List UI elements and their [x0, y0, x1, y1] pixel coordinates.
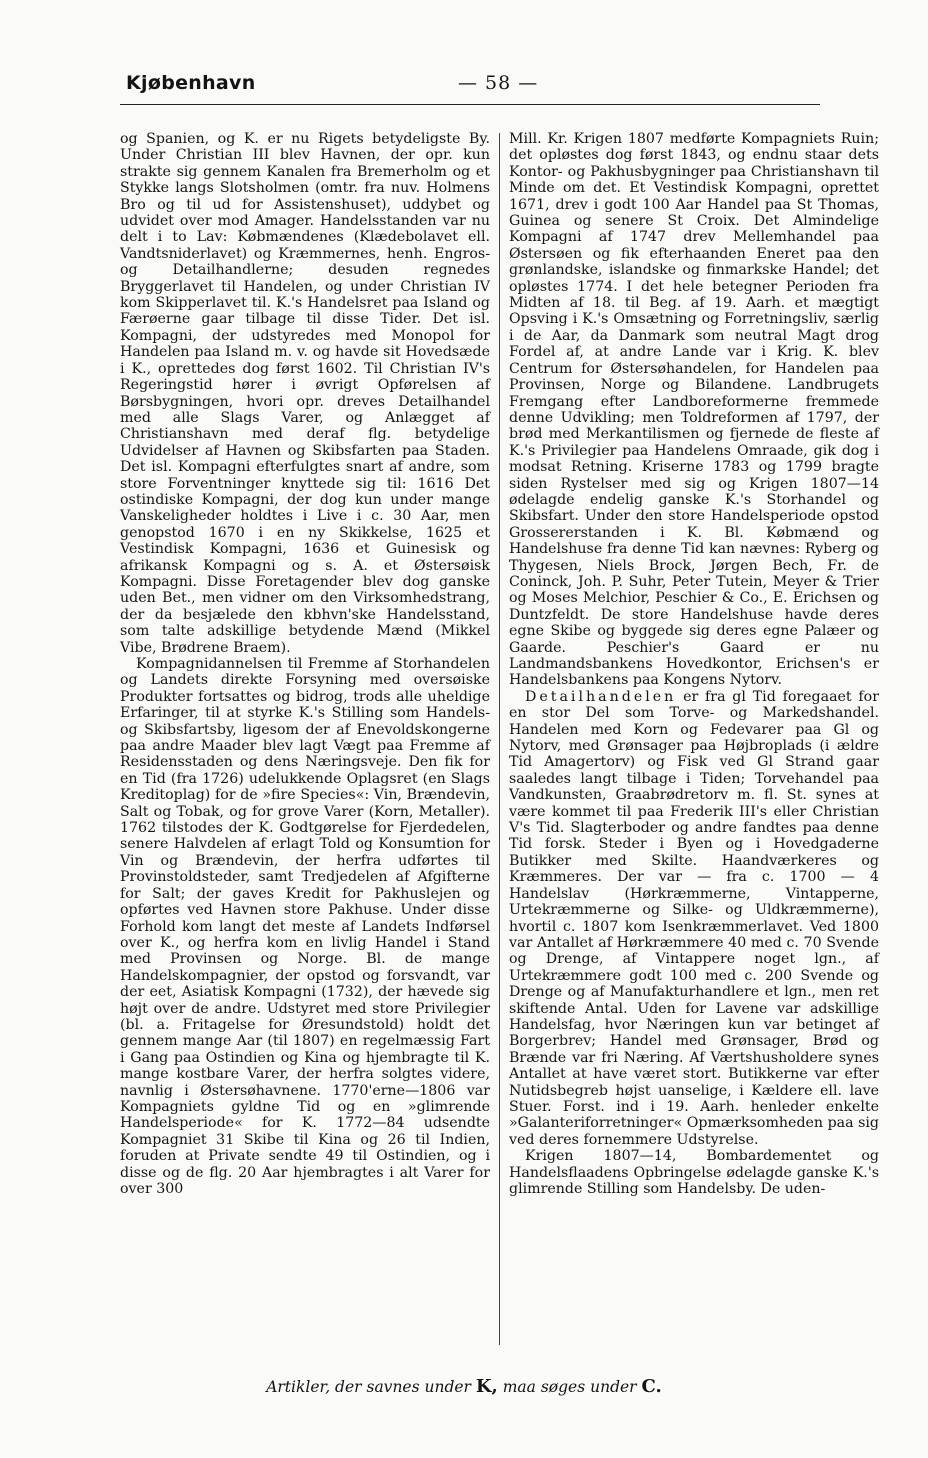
footer-note [0, 1376, 928, 1397]
footer-letter-c: C. [641, 1376, 662, 1397]
column-divider [499, 133, 500, 1345]
header-rule [120, 104, 820, 105]
right-paragraph-1: Mill. Kr. Krigen 1807 medførte Kompagniets Ruin; det opløstes dog først 1843, og endnu staar dets Kontor- og Pakhusbygninger paa Christianshavn til Minde om det. Et Vestindisk Kompagni, oprettet 1671, drev i godt 100 Aar Handel paa St Thomas, Guinea og senere St Croix. Det Almindelige Kompagni af 1747 drev Mellemhandel paa Østersøen og fik efterhaanden Eneret paa den grønlandske, islandske og finmarkske Handel; det opløstes 1774. I det hele betegner Perioden fra Midten af 18. til Beg. af 19. Aarh. et mægtigt Opsving i K.'s Omsætning og Forretningsliv, særlig i de Aar, da Danmark som neutral Magt drog Fordel af, at andre Lande var i Krig. K. blev Centrum for Østersøhandelen, for Handelen paa Provinsen, Norge og Bilandene. Landbrugets Fremgang efter Landboreformerne fremmede denne Udvikling; men Toldreformen af 1797, der brød med Merkantilismen og fjernede de fleste af K.'s Privilegier paa Handelens Omraade, gik dog i modsat Retning. Kriserne 1783 og 1799 bragte siden Rystelser med sig og Krigen 1807—14 ødelagde endelig ganske K.'s Storhandel og Skibsfart. Under den store Handelsperiode opstod Grossererstanden i K. Bl. Købmænd og Handelshuse fra denne Tid kan nævnes: Ryberg og Thygesen, Niels Brock, Jørgen Bech, Fr. de Coninck, Joh. P. Suhr, Peter Tutein, Meyer & Trier og Moses Melchior, Peschier & Co., E. Erichsen og Duntzfeldt. De store Handelshuse havde deres egne Skibe og byggede sig deres egne Palæer og Gaarde. Peschier's Gaard er nu Landmandsbankens Hovedkontor, Erichsen's er Handelsbankens paa Kongens Nytorv. [509, 131, 879, 689]
right-paragraph-3: Krigen 1807—14, Bombardementet og Handelsflaadens Opbringelse ødelagde ganske K.'s glimrende Stilling som Handelsby. De uden- [509, 1148, 879, 1197]
footer-text-1: Artikler, der savnes under [266, 1378, 476, 1396]
left-paragraph-1: og Spanien, og K. er nu Rigets betydeligste By. Under Christian III blev Havnen, der opr. kun strakte sig gennem Kanalen fra Bremerholm og et Stykke langs Slotsholmen (omtr. fra nuv. Holmens Bro og til ud for Assistenshuset), uddybet og udvidet over mod Amager. Handelsstanden var nu delt i to Lav: Købmændenes (Klædebolavet ell. Vandtsniderlavet) og Kræmmernes, henh. Engros- og Detailhandlerne; desuden regnedes Bryggerlavet til Handelen, og under Christian IV kom Skipperlavet til. K.'s Handelsret paa Island og Færøerne gaar tilbage til disse Tider. Det isl. Kompagni, der udstyredes med Monopol for Handelen paa Island m. v. og havde sit Hovedsæde i K., oprettedes dog først 1602. Til Christian IV's Regeringstid hører i øvrigt Opførelsen af Børsbygningen, hvori opr. dreves Detailhandel med alle Slags Varer, og Anlægget af Christianshavn med deraf flg. betydelige Udvidelser af Havnen og Skibsfarten paa Staden. Det isl. Kompagni efterfulgtes snart af andre, som store Forventninger knyttede sig til: 1616 Det ostindiske Kompagni, der dog kun under mange Vanskeligheder holdtes i Live i c. 30 Aar, men genopstod 1670 i en ny Skikkelse, 1625 et Vestindisk Kompagni, 1636 et Guinesisk og afrikansk Kompagni og s. A. et Østersøisk Kompagni. Disse Foretagender blev dog ganske uden Bet., men vidner om den Virksomhedstrang, der da besjælede den kbhvn'ske Handelsstand, som talte adskillige betydende Mænd (Mikkel Vibe, Brødrene Braem). [120, 131, 490, 656]
right-paragraph-2-text: er fra gl Tid foregaaet for en stor Del som Torve- og Markedshandel. Handelen med Korn og Fedevarer paa Gl og Nytorv, med Grønsager paa Højbroplads (i ældre Tid Amagertorv) og Fisk ved Gl Strand gaar saaledes langt tilbage i Tiden; Torvehandel paa Vandkunsten, Graabrødretorv m. fl. St. synes at være kommet til paa Frederik III's eller Christian V's Tid. Slagterboder og andre fandtes paa denne Tid forsk. Steder i Byen og i Hovedgaderne Butikker med Skilte. Haandværkeres og Kræmmeres. Der var — fra c. 1700 — 4 Handelslav (Hørkræmmerne, Vintapperne, Urtekræmmerne og Silke- og Uldkræmmerne), hvortil c. 1807 kom Isenkræmmerlavet. Ved 1800 var Antallet af Hørkræmmere 40 med c. 70 Svende og Drenge, af Vintappere noget lgn., af Urtekræmmere godt 100 med c. 200 Svende og Drenge og af Manufakturhandlere et lgn., men ret skiftende Antal. Uden for Lavene var adskillige Handelsfag, hvor Næringen kun var betinget af Borgerbrev; Handel med Grønsager, Brød og Brænde var fri Næring. Af Værtshusholdere synes Antallet at have været stort. Butikkerne var efter Nutidsbegreb højst uanselige, i Kældere ell. lave Stuer. Forst. ind i 19. Aarh. henleder enkelte »Galanteriforretninger« Opmærksomheden paa sig ved deres fornemmere Udstyrelse. [509, 688, 879, 1148]
footer-letter-k: K, [475, 1376, 498, 1397]
header-title: Kjøbenhavn [126, 72, 256, 94]
running-header [122, 72, 810, 98]
left-paragraph-2: Kompagnidannelsen til Fremme af Storhandelen og Landets direkte Forsyning med oversøiske Produkter fortsattes og bidrog, trods alle uheldige Erfaringer, til at styrke K.'s Stilling som Handels- og Skibsfartsby, ligesom der af Enevoldskongerne paa andre Maader blev lagt Vægt paa Fremme af Residensstaden og dens Næringsveje. Den fik for en Tid (fra 1726) udelukkende Oplagsret (en Slags Kreditoplag) for de »fire Species«: Vin, Brændevin, Salt og Tobak, og for grove Varer (Korn, Metaller). 1762 tilstodes der K. Godtgørelse for Fjerdedelen, senere Halvdelen af erlagt Told og Konsumtion for Vin og Brændevin, der herfra udførtes til Provinstoldsteder, samt Tredjedelen af Afgifterne for Salt; der gaves Kredit for Pakhuslejen og opførtes ved Havnen store Pakhuse. Under disse Forhold kom langt det meste af Landets Indførsel over K., og herfra kom en livlig Handel i Stand med Provinsen og Norge. Bl. de mange Handelskompagnier, der opstod og forsvandt, var der eet, Asiatisk Kompagni (1732), der hævede sig højt over de andre. Udstyret med store Privilegier (bl. a. Fritagelse for Øresundstold) holdt det gennem mange Aar (til 1807) en regelmæssig Fart i Gang paa Ostindien og Kina og hjembragte til K. mange kostbare Varer, der herfra solgtes videre, navnlig i Østersøhavnene. 1770'erne—1806 var Kompagniets gyldne Tid og en »glimrende Handelsperiode« for K. 1772—84 udsendte Kompagniet 31 Skibe til Kina og 26 til Indien, foruden at Private sendte 49 til Ostindien, og i disse og de flg. 20 Aar hjembragtes i alt Varer for over 300 [120, 656, 490, 1197]
page-number: — 58 — [458, 72, 539, 94]
spaced-lead-word: Detailhandelen [525, 688, 677, 705]
footer-text-2: maa søges under [497, 1378, 642, 1396]
left-column [120, 131, 490, 1197]
right-column [509, 131, 879, 1197]
right-paragraph-2 [509, 689, 879, 1148]
